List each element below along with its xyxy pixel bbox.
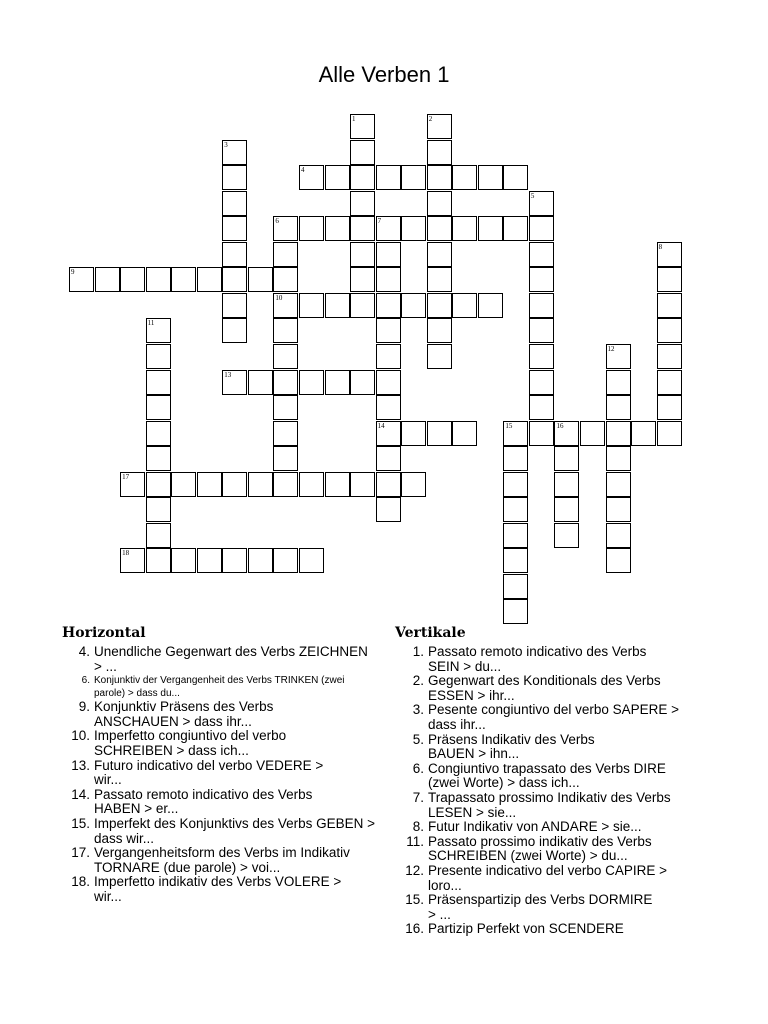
grid-cell[interactable] bbox=[146, 472, 171, 497]
grid-cell[interactable] bbox=[554, 446, 579, 471]
grid-cell[interactable] bbox=[427, 344, 452, 369]
grid-cell[interactable] bbox=[376, 370, 401, 395]
grid-cell[interactable] bbox=[146, 421, 171, 446]
clue-number: 6. bbox=[81, 675, 90, 687]
grid-cell[interactable] bbox=[427, 421, 452, 446]
grid-cell[interactable] bbox=[299, 370, 324, 395]
clue-horizontal-4 bbox=[64, 759, 404, 788]
grid-cell[interactable] bbox=[606, 548, 631, 573]
clue-horizontal-7 bbox=[64, 846, 404, 875]
grid-cell[interactable] bbox=[452, 421, 477, 446]
grid-cell[interactable] bbox=[146, 395, 171, 420]
grid-cell[interactable] bbox=[350, 114, 375, 139]
clue-horizontal-8 bbox=[64, 875, 404, 904]
grid-cell[interactable] bbox=[273, 318, 298, 343]
clue-horizontal-3 bbox=[64, 729, 404, 758]
clue-number: 17. bbox=[71, 845, 90, 861]
grid-cell[interactable] bbox=[478, 216, 503, 241]
grid-cell[interactable] bbox=[529, 216, 554, 241]
horizontal-heading: Horizontal bbox=[62, 625, 146, 641]
grid-cell[interactable] bbox=[401, 216, 426, 241]
grid-cell[interactable] bbox=[503, 599, 528, 624]
clue-number: 11. bbox=[406, 833, 424, 849]
clue-text: Presente indicativo del verbo CAPIRE > loro... bbox=[428, 862, 667, 893]
clue-text: Futur Indikativ von ANDARE > sie... bbox=[428, 819, 642, 835]
grid-cell[interactable] bbox=[222, 293, 247, 318]
cell-number: 15 bbox=[505, 421, 513, 430]
grid-cell[interactable] bbox=[554, 421, 579, 446]
grid-cell[interactable] bbox=[376, 497, 401, 522]
clue-text: Imperfetto indikativ des Verbs VOLERE > wir... bbox=[94, 874, 342, 904]
clue-text: Pesente congiuntivo del verbo SAPERE > dass ihr... bbox=[428, 702, 680, 732]
grid-cell[interactable] bbox=[197, 548, 222, 573]
grid-cell[interactable] bbox=[529, 293, 554, 318]
grid-cell[interactable] bbox=[222, 140, 247, 165]
grid-cell[interactable] bbox=[606, 472, 631, 497]
grid-cell[interactable] bbox=[146, 497, 171, 522]
grid-cell[interactable] bbox=[657, 395, 682, 420]
grid-cell[interactable] bbox=[376, 165, 401, 190]
grid-cell[interactable] bbox=[427, 216, 452, 241]
grid-cell[interactable] bbox=[95, 267, 120, 292]
grid-cell[interactable] bbox=[529, 267, 554, 292]
grid-cell[interactable] bbox=[631, 421, 656, 446]
grid-cell[interactable] bbox=[376, 293, 401, 318]
clue-number: 6. bbox=[412, 760, 424, 776]
grid-cell[interactable] bbox=[529, 344, 554, 369]
clue-text: Vergangenheitsform des Verbs im Indikativ TORNARE (due parole) > voi... bbox=[94, 845, 350, 875]
grid-cell[interactable] bbox=[529, 318, 554, 343]
grid-cell[interactable] bbox=[376, 421, 401, 446]
grid-cell[interactable] bbox=[120, 267, 145, 292]
clue-text: Passato remoto indicativo des Verbs HABEN > er... bbox=[94, 786, 313, 817]
grid-cell[interactable] bbox=[376, 446, 401, 471]
grid-cell[interactable] bbox=[503, 548, 528, 573]
grid-cell[interactable] bbox=[299, 472, 324, 497]
clue-number: 15. bbox=[71, 815, 90, 831]
grid-cell[interactable] bbox=[146, 344, 171, 369]
grid-cell[interactable] bbox=[273, 472, 298, 497]
grid-cell[interactable] bbox=[350, 165, 375, 190]
clue-text: Konjunktiv Präsens des Verbs ANSCHAUEN > dass ihr... bbox=[94, 699, 274, 729]
cell-number: 10 bbox=[275, 293, 283, 302]
cell-number: 4 bbox=[300, 166, 305, 175]
grid-cell[interactable] bbox=[248, 370, 273, 395]
clue-vertical-10 bbox=[398, 922, 738, 937]
clue-number: 14. bbox=[71, 786, 90, 802]
grid-cell[interactable] bbox=[273, 548, 298, 573]
grid-cell[interactable] bbox=[222, 242, 247, 267]
vertical-clue-list bbox=[398, 645, 738, 937]
grid-cell[interactable] bbox=[503, 165, 528, 190]
grid-cell[interactable] bbox=[222, 472, 247, 497]
grid-cell[interactable] bbox=[452, 165, 477, 190]
grid-cell[interactable] bbox=[273, 344, 298, 369]
clue-number: 16. bbox=[405, 921, 424, 937]
clue-number: 1. bbox=[412, 644, 424, 659]
clue-number: 9. bbox=[78, 699, 90, 715]
clue-vertical-4 bbox=[398, 762, 738, 791]
cell-number: 17 bbox=[122, 472, 130, 481]
clue-vertical-3 bbox=[398, 733, 738, 762]
cell-number: 7 bbox=[377, 217, 382, 226]
grid-cell[interactable] bbox=[529, 191, 554, 216]
clue-horizontal-1 bbox=[64, 674, 404, 700]
grid-cell[interactable] bbox=[401, 165, 426, 190]
grid-cell[interactable] bbox=[657, 242, 682, 267]
grid-cell[interactable] bbox=[376, 242, 401, 267]
grid-cell[interactable] bbox=[325, 370, 350, 395]
grid-cell[interactable] bbox=[273, 370, 298, 395]
cell-number: 14 bbox=[377, 421, 385, 430]
grid-cell[interactable] bbox=[299, 548, 324, 573]
grid-cell[interactable] bbox=[478, 293, 503, 318]
grid-cell[interactable] bbox=[273, 267, 298, 292]
grid-cell[interactable] bbox=[222, 216, 247, 241]
grid-cell[interactable] bbox=[325, 293, 350, 318]
grid-cell[interactable] bbox=[376, 318, 401, 343]
clue-number: 2. bbox=[412, 673, 424, 689]
grid-cell[interactable] bbox=[325, 165, 350, 190]
clue-number: 8. bbox=[412, 819, 424, 835]
clue-number: 5. bbox=[412, 731, 424, 747]
grid-cell[interactable] bbox=[325, 472, 350, 497]
grid-cell[interactable] bbox=[222, 548, 247, 573]
grid-cell[interactable] bbox=[503, 446, 528, 471]
grid-cell[interactable] bbox=[529, 395, 554, 420]
vertical-heading: Vertikale bbox=[395, 625, 466, 641]
grid-cell[interactable] bbox=[503, 497, 528, 522]
grid-cell[interactable] bbox=[350, 242, 375, 267]
clue-horizontal-6 bbox=[64, 817, 404, 846]
cell-number: 3 bbox=[224, 140, 228, 149]
clue-text: Congiuntivo trapassato des Verbs DIRE (zwei Worte) > dass ich... bbox=[428, 760, 666, 791]
grid-cell[interactable] bbox=[273, 216, 298, 241]
grid-cell[interactable] bbox=[171, 267, 196, 292]
grid-cell[interactable] bbox=[376, 344, 401, 369]
clue-vertical-9 bbox=[398, 893, 738, 922]
cell-number: 1 bbox=[352, 115, 356, 123]
cell-number: 13 bbox=[224, 370, 232, 379]
grid-cell[interactable] bbox=[350, 472, 375, 497]
grid-cell[interactable] bbox=[350, 370, 375, 395]
clue-number: 12. bbox=[405, 862, 424, 878]
clue-text: Passato remoto indicativo des Verbs SEIN > du... bbox=[428, 644, 647, 674]
clue-text: Imperfetto congiuntivo del verbo SCHREIBEN > dass ich... bbox=[94, 728, 287, 758]
clue-vertical-7 bbox=[398, 835, 738, 864]
grid-cell[interactable] bbox=[427, 165, 452, 190]
grid-cell[interactable] bbox=[606, 344, 631, 369]
clue-vertical-5 bbox=[398, 791, 738, 820]
clue-vertical-8 bbox=[398, 864, 738, 893]
clue-text: Trapassato prossimo Indikativ des Verbs LESEN > sie... bbox=[428, 789, 671, 820]
clue-horizontal-0 bbox=[64, 645, 404, 674]
grid-cell[interactable] bbox=[350, 267, 375, 292]
grid-cell[interactable] bbox=[171, 472, 196, 497]
grid-cell[interactable] bbox=[350, 191, 375, 216]
grid-cell[interactable] bbox=[248, 267, 273, 292]
grid-cell[interactable] bbox=[606, 370, 631, 395]
horizontal-clue-list bbox=[64, 645, 404, 905]
page-title: Alle Verben 1 bbox=[318, 62, 450, 87]
clue-text: Partizip Perfekt von SCENDERE bbox=[428, 921, 624, 937]
cell-number: 11 bbox=[147, 319, 155, 328]
grid-cell[interactable] bbox=[657, 318, 682, 343]
clue-text: Präsens Indikativ des Verbs BAUEN > ihn... bbox=[428, 731, 595, 762]
grid-cell[interactable] bbox=[452, 293, 477, 318]
grid-cell[interactable] bbox=[222, 267, 247, 292]
clue-text: Futuro indicativo del verbo VEDERE > wir... bbox=[94, 757, 324, 788]
grid-cell[interactable] bbox=[606, 446, 631, 471]
grid-cell[interactable] bbox=[427, 267, 452, 292]
cell-number: 8 bbox=[658, 242, 663, 251]
grid-cell[interactable] bbox=[376, 472, 401, 497]
grid-cell[interactable] bbox=[554, 523, 579, 548]
clue-horizontal-2 bbox=[64, 700, 404, 729]
grid-cell[interactable] bbox=[478, 165, 503, 190]
clue-text: Unendliche Gegenwart des Verbs ZEICHNEN > ... bbox=[94, 644, 368, 674]
grid-cell[interactable] bbox=[350, 140, 375, 165]
grid-cell[interactable] bbox=[273, 242, 298, 267]
clue-text: Präsenspartizip des Verbs DORMIRE > ... bbox=[428, 892, 653, 922]
grid-cell[interactable] bbox=[452, 216, 477, 241]
grid-cell[interactable] bbox=[606, 523, 631, 548]
clue-number: 3. bbox=[412, 702, 424, 718]
grid-cell[interactable] bbox=[529, 242, 554, 267]
grid-cell[interactable] bbox=[273, 293, 298, 318]
clue-number: 7. bbox=[412, 789, 424, 805]
clue-vertical-1 bbox=[398, 674, 738, 703]
grid-cell[interactable] bbox=[401, 421, 426, 446]
grid-cell[interactable] bbox=[120, 548, 145, 573]
grid-cell[interactable] bbox=[325, 216, 350, 241]
grid-cell[interactable] bbox=[299, 293, 324, 318]
grid-cell[interactable] bbox=[146, 370, 171, 395]
grid-cell[interactable] bbox=[171, 548, 196, 573]
grid-cell[interactable] bbox=[657, 370, 682, 395]
grid-cell[interactable] bbox=[657, 267, 682, 292]
grid-cell[interactable] bbox=[427, 191, 452, 216]
grid-cell[interactable] bbox=[146, 318, 171, 343]
grid-cell[interactable] bbox=[427, 242, 452, 267]
grid-cell[interactable] bbox=[222, 318, 247, 343]
grid-cell[interactable] bbox=[503, 421, 528, 446]
clue-number: 15. bbox=[405, 892, 424, 908]
clue-number: 4. bbox=[78, 644, 90, 659]
grid-cell[interactable] bbox=[427, 293, 452, 318]
grid-cell[interactable] bbox=[606, 421, 631, 446]
grid-cell[interactable] bbox=[248, 548, 273, 573]
grid-cell[interactable] bbox=[580, 421, 605, 446]
grid-cell[interactable] bbox=[222, 370, 247, 395]
grid-cell[interactable] bbox=[146, 523, 171, 548]
cell-number: 9 bbox=[71, 268, 75, 277]
grid-cell[interactable] bbox=[503, 523, 528, 548]
cell-number: 2 bbox=[428, 115, 433, 123]
grid-cell[interactable] bbox=[427, 318, 452, 343]
grid-cell[interactable] bbox=[146, 548, 171, 573]
cell-number: 18 bbox=[122, 549, 130, 558]
grid-cell[interactable] bbox=[503, 574, 528, 599]
grid-cell[interactable] bbox=[146, 446, 171, 471]
grid-cell[interactable] bbox=[503, 472, 528, 497]
grid-cell[interactable] bbox=[529, 421, 554, 446]
clue-text: Gegenwart des Konditionals des Verbs ESSEN > ihr... bbox=[428, 673, 661, 703]
clue-text: Konjunktiv der Vergangenheit des Verbs TRINKEN (zwei parole) > dass du... bbox=[94, 675, 345, 700]
grid-cell[interactable] bbox=[273, 395, 298, 420]
grid-cell[interactable] bbox=[503, 216, 528, 241]
grid-cell[interactable] bbox=[69, 267, 94, 292]
grid-cell[interactable] bbox=[299, 165, 324, 190]
grid-cell[interactable] bbox=[427, 114, 452, 139]
grid-cell[interactable] bbox=[350, 293, 375, 318]
grid-cell[interactable] bbox=[376, 216, 401, 241]
grid-cell[interactable] bbox=[657, 421, 682, 446]
grid-cell[interactable] bbox=[606, 395, 631, 420]
clue-vertical-0 bbox=[398, 645, 738, 674]
clue-horizontal-5 bbox=[64, 788, 404, 817]
grid-cell[interactable] bbox=[273, 421, 298, 446]
grid-cell[interactable] bbox=[401, 293, 426, 318]
grid-cell[interactable] bbox=[529, 370, 554, 395]
grid-cell[interactable] bbox=[427, 140, 452, 165]
grid-cell[interactable] bbox=[222, 165, 247, 190]
grid-cell[interactable] bbox=[657, 293, 682, 318]
clue-vertical-2 bbox=[398, 703, 738, 732]
grid-cell[interactable] bbox=[248, 472, 273, 497]
cell-number: 12 bbox=[607, 344, 615, 353]
grid-cell[interactable] bbox=[350, 216, 375, 241]
cell-number: 5 bbox=[530, 191, 535, 200]
clue-number: 18. bbox=[71, 874, 90, 890]
cell-number: 16 bbox=[556, 421, 564, 430]
clue-text: Imperfekt des Konjunktivs des Verbs GEBEN > dass wir... bbox=[94, 815, 376, 846]
grid-cell[interactable] bbox=[120, 472, 145, 497]
clue-text: Passato prossimo indikativ des Verbs SCHREIBEN (zwei Worte) > du... bbox=[428, 833, 652, 864]
grid-cell[interactable] bbox=[376, 267, 401, 292]
cell-number: 6 bbox=[275, 217, 279, 226]
grid-cell[interactable] bbox=[146, 267, 171, 292]
grid-cell[interactable] bbox=[554, 497, 579, 522]
grid-cell[interactable] bbox=[299, 216, 324, 241]
grid-cell[interactable] bbox=[197, 267, 222, 292]
grid-cell[interactable] bbox=[273, 446, 298, 471]
grid-cell[interactable] bbox=[606, 497, 631, 522]
clue-vertical-6 bbox=[398, 820, 738, 835]
clue-number: 13. bbox=[71, 757, 90, 773]
grid-cell[interactable] bbox=[222, 191, 247, 216]
grid-cell[interactable] bbox=[554, 472, 579, 497]
grid-cell[interactable] bbox=[657, 344, 682, 369]
grid-cell[interactable] bbox=[376, 395, 401, 420]
grid-cell[interactable] bbox=[401, 472, 426, 497]
clue-number: 10. bbox=[71, 728, 90, 744]
grid-cell[interactable] bbox=[197, 472, 222, 497]
